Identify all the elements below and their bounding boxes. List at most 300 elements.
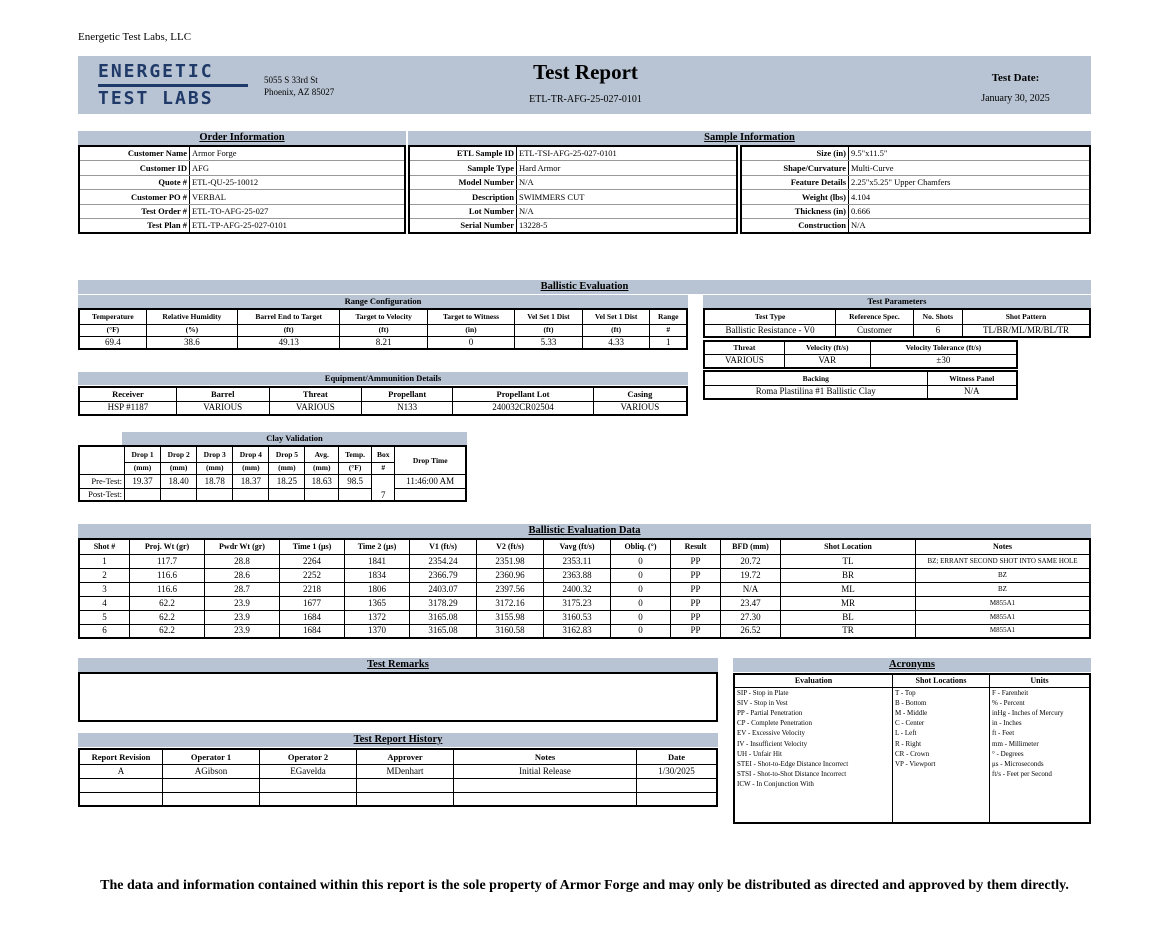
range-unit: (ft) (340, 324, 428, 336)
acronym-item: B - Bottom (895, 698, 927, 707)
params-value: TL/BR/ML/MR/BL/TR (963, 324, 1090, 337)
params-header: Backing (704, 371, 927, 385)
clay-header: Drop Time (395, 446, 466, 474)
range-unit: (ft) (582, 324, 650, 336)
order-info-label: Test Order # (79, 204, 190, 219)
range-value: 4.33 (582, 336, 650, 349)
params-value: VAR (784, 354, 870, 368)
clay-pre-label: Pre-Test: (79, 474, 125, 488)
sample-spec-label: Size (in) (741, 146, 849, 161)
lab-address: 5055 S 33rd St Phoenix, AZ 85027 (264, 75, 335, 97)
clay-post-test-row (79, 488, 466, 501)
eval-data-cell: BR (781, 568, 916, 582)
sample-spec-row (741, 146, 1090, 161)
test-date-block: Test Date: January 30, 2025 (958, 72, 1073, 104)
params-value-row (704, 385, 1017, 399)
report-id: ETL-TR-AFG-25-027-0101 (529, 94, 642, 105)
acronym-item: EV - Excessive Velocity (737, 729, 805, 738)
sample-spec-row (741, 204, 1090, 219)
sample-info-label: Description (409, 190, 517, 205)
order-info-row (79, 146, 405, 161)
equipment-value: 240032CR02504 (453, 401, 594, 415)
equipment-value: VARIOUS (269, 401, 362, 415)
clay-header: Drop 2 (161, 446, 197, 462)
order-info-row (79, 204, 405, 219)
history-header: Approver (357, 749, 454, 764)
eval-data-cell: 2264 (280, 554, 345, 568)
eval-data-cell: 28.6 (205, 568, 280, 582)
clay-unit: # (372, 462, 395, 474)
eval-data-header: Result (671, 539, 721, 554)
eval-data-cell: 27.30 (721, 610, 781, 624)
acronym-item: R - Right (895, 739, 922, 748)
range-header: Target to Witness (427, 309, 514, 324)
acronym-item: STSI - Shot-to-Shot Distance Incorrect (737, 770, 847, 779)
order-info-value: ETL-TO-AFG-25-027 (190, 204, 406, 219)
company-name: Energetic Test Labs, LLC (78, 31, 192, 43)
report-title-block (478, 60, 693, 105)
clay-corner (79, 446, 125, 462)
equipment-value-row (79, 401, 687, 415)
report-history-title: Test Report History (78, 733, 718, 747)
table-row (79, 596, 1090, 610)
sample-spec-value: 0.666 (849, 204, 1091, 219)
eval-data-cell: 3178.29 (410, 596, 477, 610)
order-info-label: Customer PO # (79, 190, 190, 205)
range-unit-row (79, 324, 687, 336)
equipment-title: Equipment/Ammunition Details (78, 372, 688, 385)
range-header-row (79, 309, 687, 324)
order-info-value: Armor Forge (190, 146, 406, 161)
clay-header: Box (372, 446, 395, 462)
test-remarks-box (78, 672, 718, 722)
eval-data-cell: 3175.23 (544, 596, 611, 610)
eval-data-header-row (79, 539, 1090, 554)
eval-data-cell: 2353.11 (544, 554, 611, 568)
eval-data-cell: 3165.08 (410, 624, 477, 638)
eval-data-cell: 3162.83 (544, 624, 611, 638)
eval-data-cell: 1677 (280, 596, 345, 610)
order-info-value: ETL-TP-AFG-25-027-0101 (190, 219, 406, 234)
eval-data-header: V2 (ft/s) (477, 539, 544, 554)
eval-data-cell: 2363.88 (544, 568, 611, 582)
test-remarks-title: Test Remarks (78, 658, 718, 672)
eval-data-header: Time 2 (μs) (345, 539, 410, 554)
acronyms-location-list (893, 687, 990, 823)
history-cell: EGavelda (260, 764, 357, 778)
eval-data-header: Time 1 (μs) (280, 539, 345, 554)
params-header-row (704, 371, 1017, 385)
eval-data-cell: 23.9 (205, 596, 280, 610)
sample-info-row (409, 146, 737, 161)
acronym-item: CR - Crown (895, 749, 930, 758)
eval-data-cell: 2218 (280, 582, 345, 596)
equipment-header: Casing (593, 387, 687, 401)
eval-data-cell: 2360.96 (477, 568, 544, 582)
eval-data-cell: 2351.98 (477, 554, 544, 568)
params-value: Ballistic Resistance - V0 (704, 324, 836, 337)
eval-data-cell: BZ (916, 582, 1091, 596)
eval-data-header: Vavg (ft/s) (544, 539, 611, 554)
range-unit: (in) (427, 324, 514, 336)
order-info-label: Quote # (79, 175, 190, 190)
clay-unit: (mm) (125, 462, 161, 474)
eval-data-cell: M855A1 (916, 610, 1091, 624)
acronym-item: SIV - Stop in Vest (737, 698, 788, 707)
eval-data-cell: 1 (79, 554, 130, 568)
eval-data-cell: 1365 (345, 596, 410, 610)
clay-post-value (233, 488, 269, 501)
history-cell: Initial Release (454, 764, 637, 778)
clay-post-value (125, 488, 161, 501)
acronym-item: ft - Feet (992, 729, 1015, 738)
eval-data-cell: 116.6 (130, 582, 205, 596)
clay-corner (79, 462, 125, 474)
clay-post-value (305, 488, 339, 501)
eval-data-cell: BL (781, 610, 916, 624)
acronym-item: ft/s - Feet per Second (992, 770, 1052, 779)
sample-spec-value: N/A (849, 219, 1091, 234)
eval-data-cell: 3 (79, 582, 130, 596)
eval-data-cell: MR (781, 596, 916, 610)
sample-info-left-table (408, 145, 738, 234)
eval-data-cell: ML (781, 582, 916, 596)
sample-info-label: Serial Number (409, 219, 517, 234)
range-config-table (78, 308, 688, 350)
range-header: Range (650, 309, 687, 324)
sample-info-value: N/A (517, 204, 738, 219)
history-header-row (79, 749, 717, 764)
eval-data-cell: 62.2 (130, 596, 205, 610)
range-header: Target to Velocity (340, 309, 428, 324)
clay-post-value (197, 488, 233, 501)
clay-pre-value: 11:46:00 AM (395, 474, 466, 488)
acronyms-header: Evaluation (734, 674, 893, 687)
acronym-item: ICW - In Conjunction With (737, 780, 814, 789)
params-header: Velocity (ft/s) (784, 341, 870, 354)
eval-data-cell: 0 (611, 582, 671, 596)
order-info-row (79, 175, 405, 190)
sample-info-title: Sample Information (408, 131, 1091, 145)
clay-unit: (mm) (305, 462, 339, 474)
range-unit: (ft) (515, 324, 583, 336)
table-row (79, 764, 717, 778)
equipment-header: Propellant (362, 387, 453, 401)
acronym-item: inHg - Inches of Mercury (992, 708, 1064, 717)
eval-data-cell: 2400.32 (544, 582, 611, 596)
clay-unit: (mm) (161, 462, 197, 474)
eval-data-cell: 62.2 (130, 610, 205, 624)
history-cell: MDenhart (357, 764, 454, 778)
eval-data-cell: 1806 (345, 582, 410, 596)
eval-data-cell: 3160.53 (544, 610, 611, 624)
eval-data-cell: 117.7 (130, 554, 205, 568)
params-header: Test Type (704, 309, 836, 324)
clay-pre-value: 18.40 (161, 474, 197, 488)
eval-data-cell: M855A1 (916, 624, 1091, 638)
eval-data-cell: 23.9 (205, 610, 280, 624)
acronyms-header: Shot Locations (893, 674, 990, 687)
eval-data-header: Shot Location (781, 539, 916, 554)
params-header: Velocity Tolerance (ft/s) (870, 341, 1017, 354)
order-info-row (79, 190, 405, 205)
history-cell: A (79, 764, 163, 778)
order-info-label: Customer ID (79, 161, 190, 176)
clay-pre-value: 98.5 (339, 474, 372, 488)
sample-info-value: ETL-TSI-AFG-25-027-0101 (517, 146, 738, 161)
order-info-value: VERBAL (190, 190, 406, 205)
eval-data-cell: 0 (611, 554, 671, 568)
clay-post-value (269, 488, 305, 501)
test-params-table (703, 308, 1091, 338)
eval-data-cell: 1370 (345, 624, 410, 638)
clay-pre-test-row (79, 474, 466, 488)
eval-data-cell: 1841 (345, 554, 410, 568)
range-value-row (79, 336, 687, 349)
clay-header: Drop 1 (125, 446, 161, 462)
acronym-item: SIP - Stop in Plate (737, 688, 789, 697)
params-header: Shot Pattern (963, 309, 1090, 324)
params-header: Reference Spec. (836, 309, 914, 324)
eval-data-cell: 2 (79, 568, 130, 582)
range-header: Vel Set 1 Dist (515, 309, 583, 324)
history-header: Notes (454, 749, 637, 764)
range-value: 8.21 (340, 336, 428, 349)
acronym-item: VP - Viewport (895, 759, 936, 768)
eval-data-cell: PP (671, 582, 721, 596)
range-unit: (%) (146, 324, 237, 336)
history-cell: 1/30/2025 (637, 764, 718, 778)
acronym-item: % - Percent (992, 698, 1025, 707)
params-value: Roma Plastilina #1 Ballistic Clay (704, 385, 927, 399)
eval-data-cell: 2397.56 (477, 582, 544, 596)
table-row (79, 568, 1090, 582)
acronym-item: PP - Partial Penetration (737, 708, 803, 717)
sample-spec-row (741, 190, 1090, 205)
sample-spec-label: Feature Details (741, 175, 849, 190)
params-value: VARIOUS (704, 354, 784, 368)
sample-spec-value: Multi-Curve (849, 161, 1091, 176)
eval-data-cell: 23.9 (205, 624, 280, 638)
eval-data-cell: 20.72 (721, 554, 781, 568)
eval-data-header: Notes (916, 539, 1091, 554)
equipment-header: Propellant Lot (453, 387, 594, 401)
eval-data-cell: 28.8 (205, 554, 280, 568)
table-row (79, 624, 1090, 638)
acronym-item: F - Farenheit (992, 688, 1029, 697)
clay-post-value (161, 488, 197, 501)
acronym-item: UH - Unfair Hit (737, 749, 782, 758)
eval-data-cell: BZ; ERRANT SECOND SHOT INTO SAME HOLE (916, 554, 1091, 568)
eval-data-cell: 1834 (345, 568, 410, 582)
sample-spec-value: 2.25"x5.25" Upper Chamfers (849, 175, 1091, 190)
range-value: 38.6 (146, 336, 237, 349)
history-empty-row (79, 778, 717, 792)
clay-header: Drop 5 (269, 446, 305, 462)
equipment-value: N133 (362, 401, 453, 415)
sample-info-label: Model Number (409, 175, 517, 190)
clay-validation-title: Clay Validation (122, 432, 467, 445)
eval-data-cell: 26.52 (721, 624, 781, 638)
params-value-row (704, 324, 1090, 337)
history-header: Date (637, 749, 718, 764)
test-params-table-3 (703, 370, 1018, 400)
order-info-value: AFG (190, 161, 406, 176)
eval-data-cell: 0 (611, 624, 671, 638)
acronyms-header-row (734, 674, 1090, 687)
sample-info-value: N/A (517, 175, 738, 190)
history-header: Operator 1 (163, 749, 260, 764)
eval-data-cell: PP (671, 624, 721, 638)
eval-data-cell: 5 (79, 610, 130, 624)
params-value: Customer (836, 324, 914, 337)
order-info-row (79, 161, 405, 176)
range-header: Relative Humidity (146, 309, 237, 324)
table-row (79, 582, 1090, 596)
eval-data-cell: 2354.24 (410, 554, 477, 568)
acronyms-table (733, 673, 1091, 824)
eval-data-cell: 19.72 (721, 568, 781, 582)
eval-data-header: V1 (ft/s) (410, 539, 477, 554)
acronym-item: IV - Insufficient Velocity (737, 739, 808, 748)
acronym-item: STEI - Shot-to-Edge Distance Incorrect (737, 759, 849, 768)
history-header: Operator 2 (260, 749, 357, 764)
equipment-table (78, 386, 688, 416)
params-header: Threat (704, 341, 784, 354)
table-row (79, 610, 1090, 624)
table-row (79, 554, 1090, 568)
range-config-title: Range Configuration (78, 295, 688, 308)
eval-data-cell: 0 (611, 596, 671, 610)
eval-data-cell: 0 (611, 610, 671, 624)
sample-info-label: Sample Type (409, 161, 517, 176)
sample-spec-row (741, 161, 1090, 176)
equipment-value: VARIOUS (593, 401, 687, 415)
clay-box-value: 7 (372, 474, 395, 501)
order-info-label: Customer Name (79, 146, 190, 161)
range-unit: (ft) (238, 324, 340, 336)
params-header: No. Shots (913, 309, 962, 324)
clay-header: Avg. (305, 446, 339, 462)
eval-data-cell: 2252 (280, 568, 345, 582)
acronym-item: M - Middle (895, 708, 928, 717)
equipment-value: HSP #1187 (79, 401, 176, 415)
sample-spec-label: Shape/Curvature (741, 161, 849, 176)
clay-pre-value: 18.78 (197, 474, 233, 488)
report-title: Test Report (533, 60, 638, 84)
range-value: 1 (650, 336, 687, 349)
eval-data-cell: PP (671, 596, 721, 610)
range-value: 69.4 (79, 336, 146, 349)
sample-spec-value: 4.104 (849, 190, 1091, 205)
range-value: 49.13 (238, 336, 340, 349)
ballistic-eval-title: Ballistic Evaluation (78, 280, 1091, 294)
sample-info-row (409, 219, 737, 234)
range-value: 0 (427, 336, 514, 349)
params-value: N/A (927, 385, 1017, 399)
range-value: 5.33 (515, 336, 583, 349)
equipment-value: VARIOUS (176, 401, 269, 415)
eval-data-cell: 4 (79, 596, 130, 610)
clay-pre-value: 18.25 (269, 474, 305, 488)
eval-data-cell: PP (671, 554, 721, 568)
params-value: 6 (913, 324, 962, 337)
params-header-row (704, 309, 1090, 324)
acronyms-units-list (990, 687, 1091, 823)
sample-info-value: 13228-5 (517, 219, 738, 234)
clay-validation-table (78, 445, 467, 502)
clay-pre-value: 18.37 (233, 474, 269, 488)
clay-header-row (79, 446, 466, 462)
history-empty-row (79, 792, 717, 806)
eval-data-cell: 6 (79, 624, 130, 638)
equipment-header: Barrel (176, 387, 269, 401)
range-header: Vel Set 1 Dist (582, 309, 650, 324)
sample-info-row (409, 175, 737, 190)
sample-info-value: SWIMMERS CUT (517, 190, 738, 205)
acronym-item: CP - Complete Penetration (737, 719, 812, 728)
eval-data-cell: PP (671, 610, 721, 624)
eval-data-cell: 62.2 (130, 624, 205, 638)
eval-data-cell: 2403.07 (410, 582, 477, 596)
order-info-table (78, 145, 406, 234)
params-header: Witness Panel (927, 371, 1017, 385)
sample-spec-value: 9.5"x11.5" (849, 146, 1091, 161)
eval-data-cell: 28.7 (205, 582, 280, 596)
eval-data-cell: PP (671, 568, 721, 582)
eval-data-table (78, 538, 1091, 639)
eval-data-header: BFD (mm) (721, 539, 781, 554)
eval-data-cell: 2366.79 (410, 568, 477, 582)
acronyms-header: Units (990, 674, 1091, 687)
test-params-table-2 (703, 340, 1018, 369)
report-header (78, 56, 1091, 114)
sample-spec-label: Weight (lbs) (741, 190, 849, 205)
test-params-title: Test Parameters (703, 295, 1091, 308)
equipment-header: Receiver (79, 387, 176, 401)
range-header: Barrel End to Target (238, 309, 340, 324)
range-unit: (°F) (79, 324, 146, 336)
clay-post-value (339, 488, 372, 501)
acronym-item: C - Center (895, 719, 925, 728)
eval-data-header: Pwdr Wt (gr) (205, 539, 280, 554)
eval-data-cell: 3160.58 (477, 624, 544, 638)
eval-data-title: Ballistic Evaluation Data (78, 524, 1091, 538)
report-history-table (78, 748, 718, 807)
eval-data-header: Proj. Wt (gr) (130, 539, 205, 554)
sample-info-label: Lot Number (409, 204, 517, 219)
params-value-row (704, 354, 1017, 368)
eval-data-cell: 1372 (345, 610, 410, 624)
eval-data-cell: TR (781, 624, 916, 638)
params-value: ±30 (870, 354, 1017, 368)
acronyms-evaluation-list (734, 687, 893, 823)
clay-unit: (mm) (269, 462, 305, 474)
eval-data-cell: BZ (916, 568, 1091, 582)
sample-spec-label: Construction (741, 219, 849, 234)
clay-header: Drop 4 (233, 446, 269, 462)
eval-data-header: Obliq. (°) (611, 539, 671, 554)
eval-data-cell: 3165.08 (410, 610, 477, 624)
acronym-item: mm - Millimeter (992, 739, 1039, 748)
eval-data-cell: 3172.16 (477, 596, 544, 610)
sample-spec-row (741, 219, 1090, 234)
eval-data-cell: 1684 (280, 624, 345, 638)
range-unit: # (650, 324, 687, 336)
clay-header: Temp. (339, 446, 372, 462)
sample-info-value: Hard Armor (517, 161, 738, 176)
acronyms-title: Acronyms (733, 658, 1091, 672)
